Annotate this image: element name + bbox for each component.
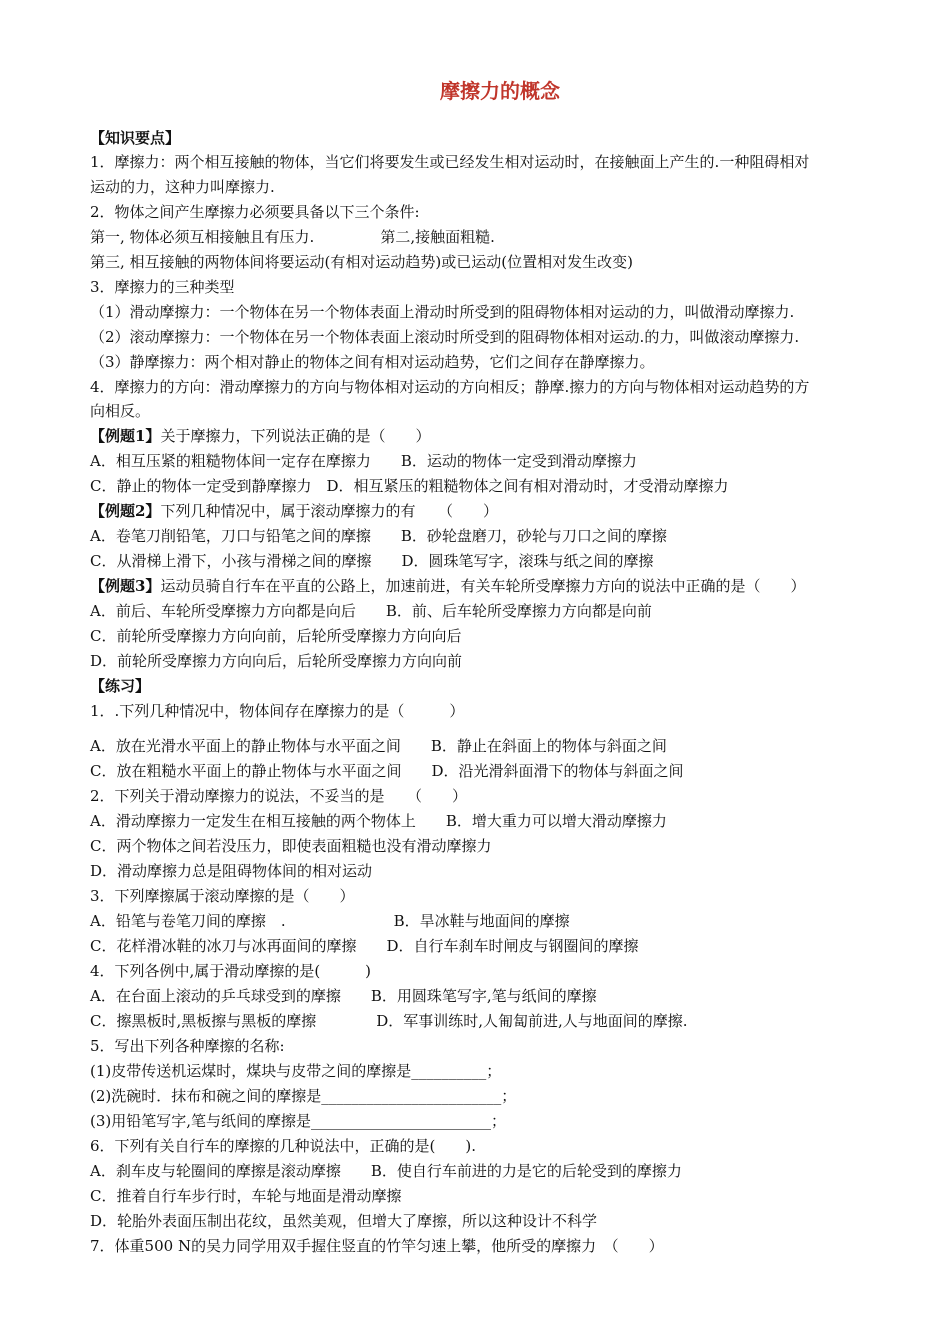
option-line: A．刹车皮与轮圈间的摩擦是滚动摩擦 B．使自行车前进的力是它的后轮受到的摩擦力 <box>90 1162 682 1180</box>
option-line: A．相互压紧的粗糙物体间一定存在摩擦力 B．运动的物体一定受到滑动摩擦力 <box>90 452 637 470</box>
option-line: A．在台面上滚动的乒乓球受到的摩擦 B．用圆珠笔写字,笔与纸间的摩擦 <box>90 987 597 1005</box>
fill-in-line: (3)用铅笔写字,笔与纸间的摩擦是________________________； <box>90 1112 507 1130</box>
option-line: C．两个物体之间若没压力，即使表面粗糙也没有滑动摩擦力 <box>90 837 492 855</box>
question-line: 7．体重500 N的吴力同学用双手握住竖直的竹竿匀速上攀，他所受的摩擦力 （ ） <box>90 1237 664 1255</box>
option-line: D．前轮所受摩擦力方向向后，后轮所受摩擦力方向向前 <box>90 652 463 670</box>
question-line: 5．写出下列各种摩擦的名称: <box>90 1037 285 1055</box>
text-line: 2．物体之间产生摩擦力必须要具备以下三个条件: <box>90 203 420 221</box>
question-line: 1．.下列几种情况中，物体间存在摩擦力的是（ ） <box>90 702 465 720</box>
option-line: C．前轮所受摩擦力方向向前，后轮所受摩擦力方向向后 <box>90 627 462 645</box>
option-line: C．从滑梯上滑下，小孩与滑梯之间的摩擦 D．圆珠笔写字，滚珠与纸之间的摩擦 <box>90 552 654 570</box>
option-line: A．前后、车轮所受摩擦力方向都是向后 B．前、后车轮所受摩擦力方向都是向前 <box>90 602 652 620</box>
question-line: 4．下列各例中,属于滑动摩擦的是( ) <box>90 962 372 980</box>
option-line: A．卷笔刀削铅笔，刀口与铅笔之间的摩擦 B．砂轮盘磨刀，砂轮与刀口之间的摩擦 <box>90 527 667 545</box>
text-line: （2）滚动摩擦力：一个物体在另一个物体表面上滚动时所受到的阻碍物体相对运动.的力，叫做滚动摩擦力. <box>90 328 800 346</box>
question-line: 2．下列关于滑动摩擦力的说法，不妥当的是 （ ） <box>90 787 468 805</box>
option-a: A．铅笔与卷笔刀间的摩擦 . <box>90 912 286 930</box>
text-line: 第三, 相互接触的两物体间将要运动(有相对运动趋势)或已运动(位置相对发生改变) <box>90 253 633 271</box>
option-line: C．擦黑板时,黑板擦与黑板的摩擦 D．军事训练时,人匍匐前进,人与地面间的摩擦. <box>90 1012 688 1030</box>
example-1-label: 【例题1】 <box>90 427 161 445</box>
example-2-question <box>90 501 498 521</box>
text-line: （1）滑动摩擦力：一个物体在另一个物体表面上滑动时所受到的阻碍物体相对运动的力，叫做滑动摩擦力. <box>90 303 795 321</box>
example-1-text: 关于摩擦力，下列说法正确的是（ ） <box>160 427 431 445</box>
option-line: A．放在光滑水平面上的静止物体与水平面之间 B．静止在斜面上的物体与斜面之间 <box>90 737 667 755</box>
condition-2: 第二,接触面粗糙. <box>380 228 495 246</box>
example-1-question <box>90 426 430 446</box>
option-line: D．轮胎外表面压制出花纹，虽然美观，但增大了摩擦，所以这种设计不科学 <box>90 1212 598 1230</box>
text-line: 运动的力，这种力叫摩擦力. <box>90 178 275 196</box>
option-b: B．旱冰鞋与地面间的摩擦 <box>393 912 570 930</box>
example-3-question <box>90 576 805 596</box>
example-3-text: 运动员骑自行车在平直的公路上，加速前进，有关车轮所受摩擦力方向的说法中正确的是（ ） <box>160 577 806 595</box>
example-2-text: 下列几种情况中，属于滚动摩擦力的有 （ ） <box>160 502 498 520</box>
option-line: D．滑动摩擦力总是阻碍物体间的相对运动 <box>90 862 373 880</box>
condition-1: 第一, 物体必须互相接触且有压力. <box>90 228 315 246</box>
text-line: 3．摩擦力的三种类型 <box>90 278 235 296</box>
example-3-label: 【例题3】 <box>90 577 161 595</box>
text-line <box>90 227 495 247</box>
text-line: 向相反。 <box>90 402 151 420</box>
option-line: C．推着自行车步行时，车轮与地面是滑动摩擦 <box>90 1187 402 1205</box>
fill-in-line: (1)皮带传送机运煤时，煤块与皮带之间的摩擦是__________； <box>90 1062 502 1080</box>
section-heading-practice: 【练习】 <box>90 677 151 695</box>
question-line: 3．下列摩擦属于滚动摩擦的是（ ） <box>90 887 355 905</box>
page-title: 摩擦力的概念 <box>440 79 560 103</box>
text-line: （3）静摩擦力：两个相对静止的物体之间有相对运动趋势，它们之间存在静摩擦力。 <box>90 353 655 371</box>
text-line: 4．摩擦力的方向：滑动摩擦力的方向与物体相对运动的方向相反；静摩.擦力的方向与物体相对运动趋势的方 <box>90 378 810 396</box>
option-line: C．静止的物体一定受到静摩擦力 D．相互紧压的粗糙物体之间有相对滑动时，才受滑动摩擦力 <box>90 477 729 495</box>
option-line <box>90 911 570 931</box>
option-line: C．放在粗糙水平面上的静止物体与水平面之间 D．沿光滑斜面滑下的物体与斜面之间 <box>90 762 684 780</box>
question-line: 6．下列有关自行车的摩擦的几种说法中，正确的是( ). <box>90 1137 477 1155</box>
option-line: A．滑动摩擦力一定发生在相互接触的两个物体上 B．增大重力可以增大滑动摩擦力 <box>90 812 667 830</box>
text-line: 1．摩擦力：两个相互接触的物体，当它们将要发生或已经发生相对运动时，在接触面上产生的.一种阻碍相对 <box>90 153 810 171</box>
section-heading-key-points: 【知识要点】 <box>90 129 181 147</box>
option-line: C．花样滑冰鞋的冰刀与冰再面间的摩擦 D．自行车刹车时闸皮与钢圈间的摩擦 <box>90 937 639 955</box>
fill-in-line: (2)洗碗时．抹布和碗之间的摩擦是________________________； <box>90 1087 517 1105</box>
example-2-label: 【例题2】 <box>90 502 161 520</box>
